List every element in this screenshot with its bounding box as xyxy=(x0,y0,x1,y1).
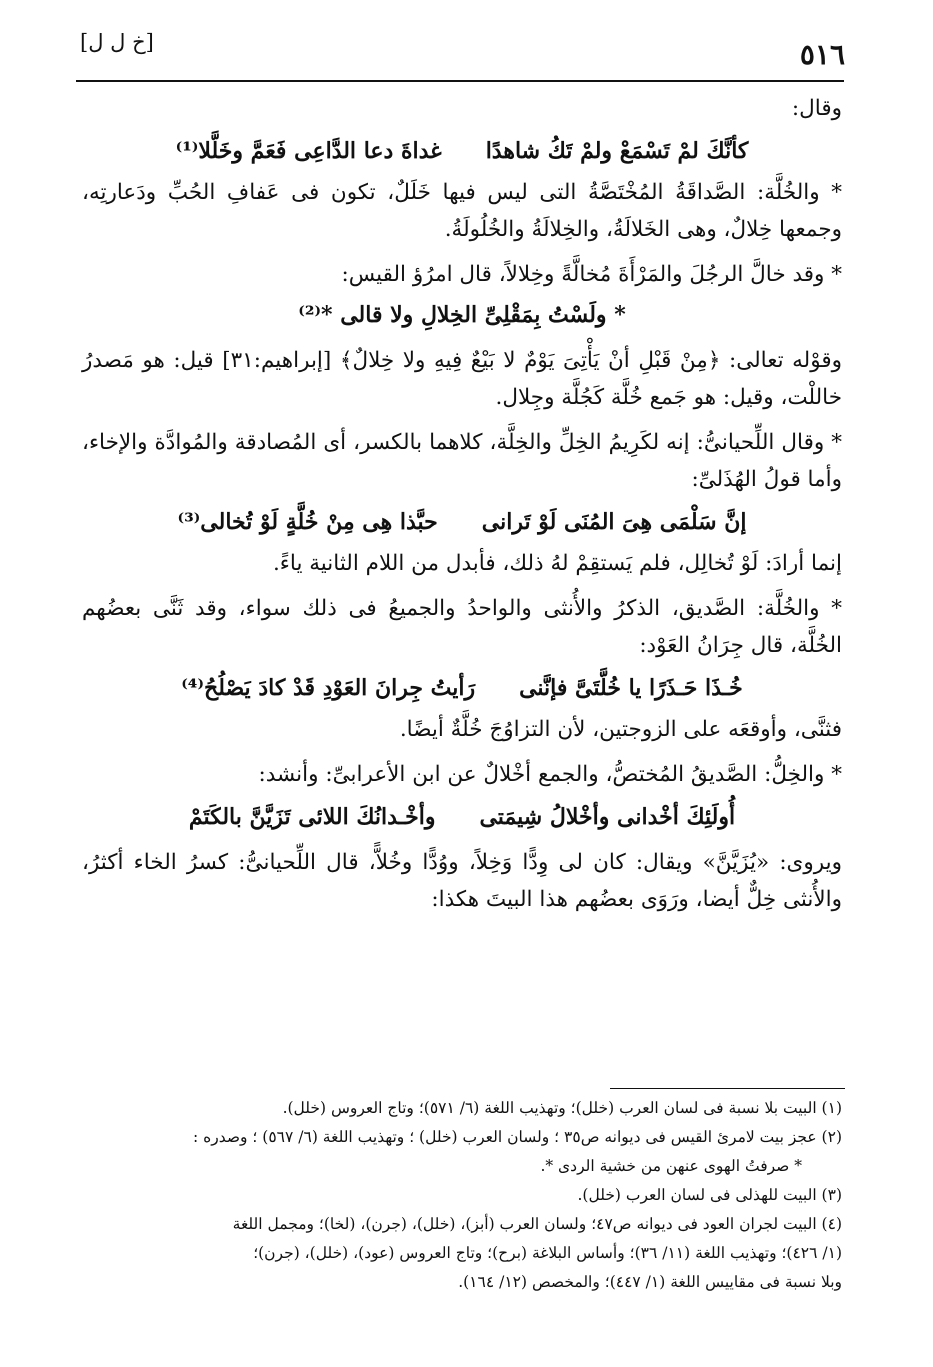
paragraph-10: ويروى: «يُزَيَّنَّ» ويقال: كان لى وِدًّا وَخِلاً، ووُدًّا وخُلاًّ، قال اللِّحيانىُّ: كسرُ الخاء أكثرُ، والأُنثى خِلٌّ أيضا، ورَوَى بعضُهم هذا البيتَ هكذا: xyxy=(82,850,842,912)
footnote-1: (١) البيت بلا نسبة فى لسان العرب (خلل)؛ وتهذيب اللغة (٦/ ٥٧١)؛ وتاج العروس (خلل). xyxy=(282,1099,842,1117)
footnote-3: (٣) البيت للهذلى فى لسان العرب (خلل). xyxy=(577,1186,842,1204)
verse-4-second-hemistich: رَأيتُ جِرانَ العَوْدِ قَدْ كادَ يَصْلُحُ⁽⁴⁾ xyxy=(181,675,476,701)
paragraph-1: وقال: xyxy=(791,96,842,121)
verse-2: * ولَسْتُ بِمَقْلِىِّ الخِلالِ ولا قالى *⁽²⁾ xyxy=(298,302,626,328)
footnote-rule xyxy=(610,1088,845,1089)
footnote-2: (٢) عجز بيت لامرئ القيس فى ديوانه ص٣٥ ؛ ولسان العرب (خلل) ؛ وتهذيب اللغة (٦/ ٥٦٧) ؛ وصدره : xyxy=(192,1128,842,1146)
verse-5-first-hemistich: أُولَئِكَ أخْدانى وأخْلالُ شِيمَتى xyxy=(479,804,736,830)
verse-3-first-hemistich: إنَّ سَلْمَى هِىَ المُنَى لَوْ تَرانى xyxy=(481,509,747,535)
verse-1-second-hemistich: غداةَ دعا الدَّاعِى فَعَمَّ وخَلَّلا⁽¹⁾ xyxy=(175,138,442,164)
main-text xyxy=(82,90,842,918)
verse-5-second-hemistich: وأخْـدانُكَ اللائى تَزَيَّنَّ بالكَتَمْ xyxy=(188,804,436,830)
header-rule xyxy=(76,80,844,82)
verse-3 xyxy=(82,504,842,541)
paragraph-9: * والخِلُّ: الصَّديقُ المُختصُّ، والجمع أخْلالٌ عن ابن الأعرابىِّ: وأنشد: xyxy=(258,762,842,787)
page-number: ٥١٦ xyxy=(799,38,845,71)
paragraph-2: * والخُلَّة: الصَّداقَةُ المُخْتَصَّةُ التى ليس فيها خَلَلٌ، تكون فى عَفافِ الحُبِّ ودَعارتِه، وجمعها خِلالٌ، وهى الخَلالَةُ، والخِلالَةُ والخُلُولَةُ. xyxy=(82,180,842,242)
footnotes xyxy=(82,1094,842,1297)
paragraph-8: فثنَّى، وأوقعَه على الزوجتين، لأن التزاوُجَ خُلَّةٌ أيضًا. xyxy=(399,717,842,742)
footnote-2-continuation: * صرفتُ الهوى عنهن من خشية الردى *. xyxy=(540,1157,802,1175)
verse-3-second-hemistich: حبَّذا هِى مِنْ خُلَّةٍ لَوْ تُخالى⁽³⁾ xyxy=(177,509,438,535)
verse-1 xyxy=(82,133,842,170)
paragraph-3: * وقد خالَّ الرجُلَ والمَرْأَةَ مُخالَّةً وخِلالاً، قال امرُؤ القيس: xyxy=(341,262,842,287)
verse-4 xyxy=(82,670,842,707)
verse-1-first-hemistich: كأنَّكَ لمْ تَسْمَعْ ولمْ تَكُ شاهدًا xyxy=(485,138,749,164)
verse-4-first-hemistich: خُـذَا حَـذَرًا يا خُلَّتَىَّ فإنَّنى xyxy=(519,675,743,701)
paragraph-4: وقوْله تعالى: ﴿مِنْ قَبْلِ أنْ يَأْتِىَ يَوْمٌ لا بَيْعٌ فِيهِ ولا خِلالٌ﴾ [إبراهيم:٣١] قيل: هو مَصدرُ خاللْت، وقيل: هو جَمع خُلَّة كَجُلَّة وجِلال. xyxy=(82,348,842,410)
footnote-4-line-1: (٤) البيت لجران العود فى ديوانه ص٤٧؛ ولسان العرب (أبز)، (خلل)، (جرن)، (لخا)؛ ومجمل اللغة xyxy=(232,1215,842,1233)
root-letters-header: [خ ل ل] xyxy=(80,30,154,54)
paragraph-5: * وقال اللِّحيانىُّ: إنه لكَرِيمُ الخِلِّ والخِلَّة، كلاهما بالكسر، أى المُصادقة والمُوادَّة والإخاء، وأما قولُ الهُذَلىِّ: xyxy=(82,430,842,492)
footnote-4-line-3: وبلا نسبة فى مقاييس اللغة (١/ ٤٤٧)؛ والمخصص (١٢/ ١٦٤). xyxy=(458,1273,842,1291)
footnote-4-line-2: (١/ ٤٢٦)؛ وتهذيب اللغة (١١/ ٣٦)؛ وأساس البلاغة (برح)؛ وتاج العروس (عود)، (خلل)، (جرن)؛ xyxy=(253,1244,842,1262)
verse-5 xyxy=(82,799,842,836)
paragraph-6: إنما أرادَ: لَوْ تُخالِل، فلم يَستقِمْ لهُ ذلك، فأبدل من اللام الثانية ياءً. xyxy=(272,551,842,576)
paragraph-7: * والخُلَّة: الصَّديق، الذكرُ والأُنثى والواحدُ والجميعُ فى ذلك سواء، وقد ثَنَّى بعضُهم الخُلَّة، قال جِرَانُ العَوْد: xyxy=(82,596,842,658)
